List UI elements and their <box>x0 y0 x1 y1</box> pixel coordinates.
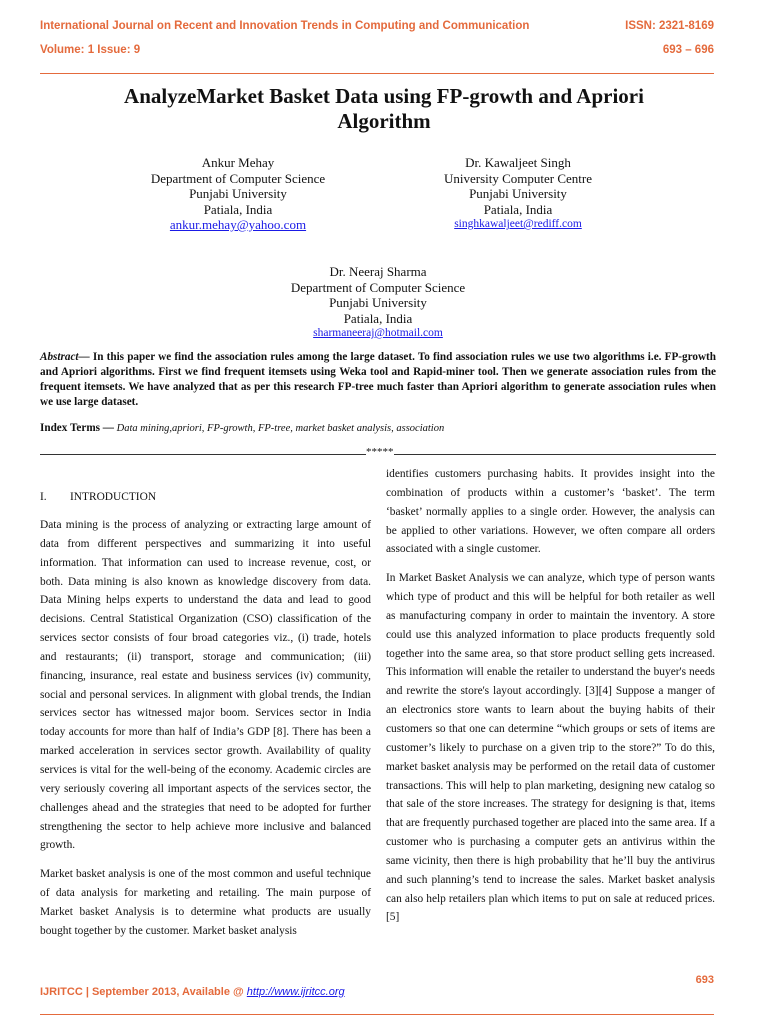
paragraph: Market basket analysis is one of the most common and useful technique of data analysis for marketing and retailing. The main purpose of Market basket Analysis is to determine what products are usually bought together by the customer. Market basket analysis <box>40 868 371 937</box>
paragraph: In Market Basket Analysis we can analyze, which type of person wants which type of product and this will be helpful for both retailer as well as manufacturing company in order to maintain the inventory. A store could use this analyzed information to place products frequently sold together into the same area, so that store product selling gets increased. This information will enable the retailer to understand the buyer's needs and rewrite the store's layout accordingly. [3][4] Suppose a manger of an electronics store wants to learn about the buying habits of their customers so that one can determine “which groups or sets of items are customer’s likely to purchase on a given trip to the store?” To do this, market basket analysis may be performed on the retail data of customer transactions. This will help to plan marketing, designing new catalog so that sale of the store increases. The strategy for designing is that, items that are frequently purchased together are placed into the same area. If a customer who is purchasing a computer gets an antivirus within the same vicinity, then there is high probability that he’ll buy the antivirus and such planning’s tend to increase the sales. Market basket analysis can also help retailers plan which items to put on sale at reduced prices. [5] <box>386 572 715 924</box>
section-number: I. <box>40 491 47 503</box>
author-email-link[interactable]: ankur.mehay@yahoo.com <box>169 217 307 232</box>
page-number: 693 <box>695 974 714 986</box>
paper-title <box>40 84 728 134</box>
index-terms-label: Index Terms — <box>40 422 114 434</box>
author-dept: University Computer Centre <box>443 170 593 186</box>
separator-line-right <box>394 446 716 455</box>
author-dept: Department of Computer Science <box>150 170 326 186</box>
right-column <box>386 465 715 927</box>
abstract-text: In this paper we find the association rules among the large dataset. To find association rules we use two algorithms i.e. FP-growth and Apriori algorithms. First we find frequent itemsets using Weka tool and Rapid-miner tool. Then we generate association rules from the frequent itemsets. We have analyzed that as per this research FP-tree much faster than Apriori algorithm to generate association rules when we use large dataset. <box>40 351 716 408</box>
author-block-2 <box>398 155 638 233</box>
author-city: Patiala, India <box>483 201 553 217</box>
title-line-2: Algorithm <box>337 109 431 133</box>
page-range: 693 – 696 <box>662 44 714 56</box>
author-city: Patiala, India <box>343 310 413 326</box>
author-dept: Department of Computer Science <box>290 279 466 295</box>
author-city: Patiala, India <box>203 201 273 217</box>
index-terms-text: Data mining,apriori, FP-growth, FP-tree, market basket analysis, association <box>113 423 445 434</box>
journal-name: International Journal on Recent and Innovation Trends in Computing and Communication <box>40 20 530 32</box>
author-univ: Punjabi University <box>189 186 287 201</box>
footer-text <box>40 986 345 998</box>
index-terms <box>40 421 716 436</box>
volume-issue: Volume: 1 Issue: 9 <box>40 44 141 56</box>
separator-line-left <box>40 446 366 455</box>
author-email-link[interactable]: sharmaneeraj@hotmail.com <box>313 327 443 339</box>
author-block-3 <box>258 264 498 342</box>
section-separator <box>40 446 716 458</box>
section-title: INTRODUCTION <box>70 491 157 503</box>
author-univ: Punjabi University <box>329 295 427 310</box>
footer-rule <box>40 1014 714 1015</box>
author-univ: Punjabi University <box>469 186 567 201</box>
author-name: Dr. Neeraj Sharma <box>329 264 427 279</box>
title-line-1: AnalyzeMarket Basket Data using FP-growth and Apriori <box>124 84 644 108</box>
footer-label: IJRITCC | September 2013, Available @ <box>40 986 247 998</box>
author-email-link[interactable]: singhkawaljeet@rediff.com <box>454 218 582 230</box>
left-column <box>40 516 371 941</box>
separator-stars: ***** <box>366 446 394 458</box>
paragraph: identifies customers purchasing habits. It provides insight into the combination of products within a customer’s ‘basket’. The term ‘basket’ normally applies to a single order. However, the analysis can be applied to other variations. However, we often compare all orders associated with a single customer. <box>386 468 715 556</box>
paragraph: Data mining is the process of analyzing or extracting large amount of data from different perspectives and summarizing it into useful information. That information can used to increase revenue, cost, or both. Data mining is also known as knowledge discovery from data. Data Mining helps experts to understand the data and lead to good decisions. Central Statistical Organization (CSO) classification of the services sector consists of four broad categories viz., (i) trade, hotels and restaurants; (ii) transport, storage and communication; (iii) financing, insurance, real estate and business services (iv) community, social and personal services. In alignment with global trends, the Indian services sector has witnessed major boom. Services sector in India today accounts for more than half of India’s GDP [8]. There has been a marked acceleration in services sector growth. Availability of quality services is vital for the well-being of the economy. Academic circles are very seriously covering all important aspects of the services sector, the challenges ahead and the strategies that need to be adopted for further strengthening the sector to help achieve more inclusive and balanced growth. <box>40 519 371 852</box>
author-name: Dr. Kawaljeet Singh <box>465 155 571 170</box>
issn: ISSN: 2321-8169 <box>625 20 714 32</box>
header-rule <box>40 73 714 74</box>
abstract-label: Abstract— <box>40 351 90 363</box>
author-block-1 <box>128 155 348 233</box>
abstract <box>40 350 716 410</box>
author-name: Ankur Mehay <box>201 155 275 170</box>
footer-link[interactable]: http://www.ijritcc.org <box>246 986 345 998</box>
